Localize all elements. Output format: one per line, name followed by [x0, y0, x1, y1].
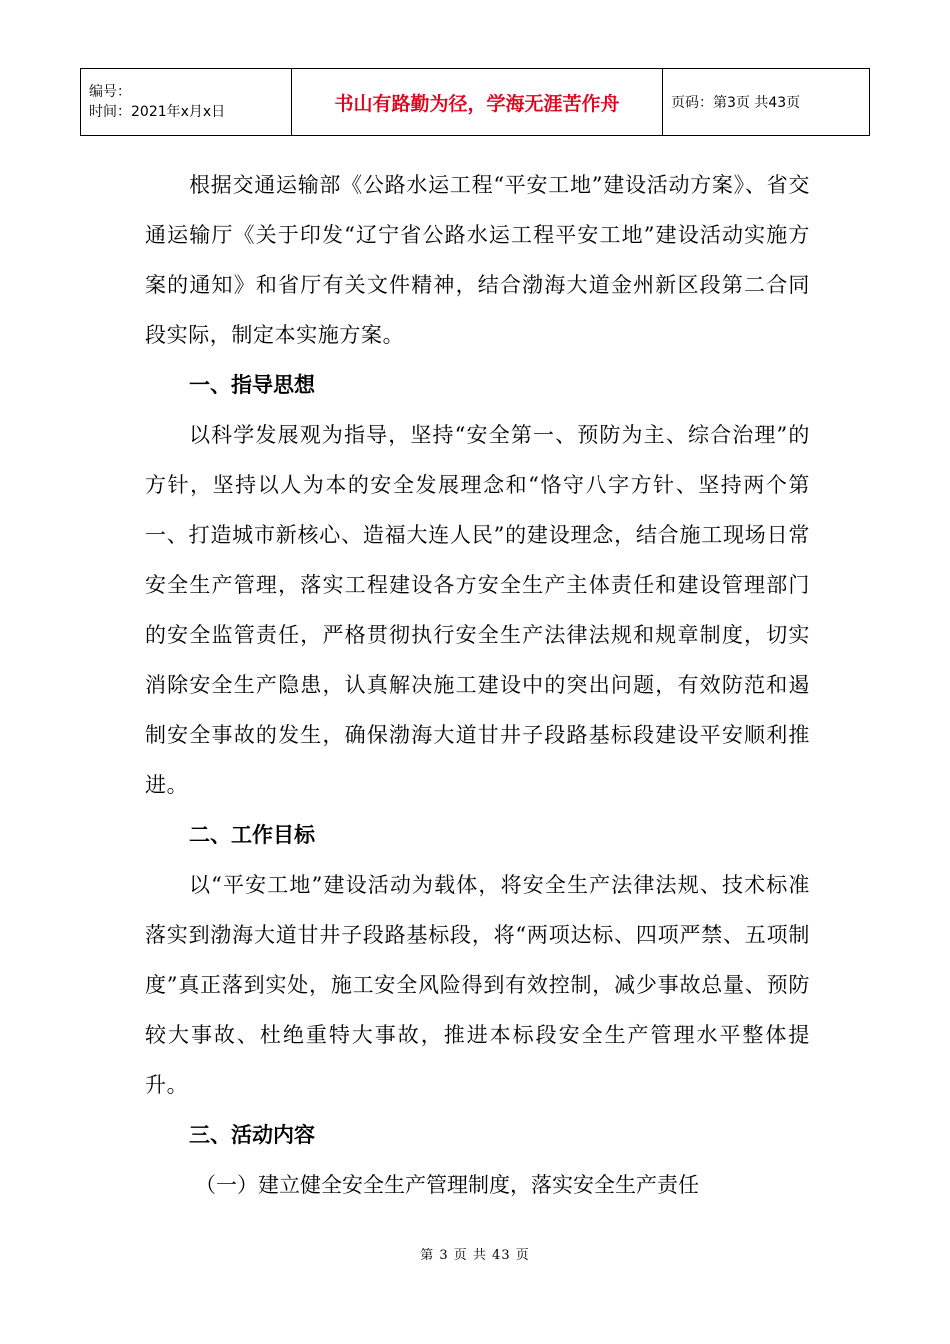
- motto: 书山有路勤为径，学海无涯苦作舟: [292, 69, 663, 136]
- intro-paragraph: 根据交通运输部《公路水运工程“平安工地”建设活动方案》、省交通运输厅《关于印发“辽宁省公路水运工程平安工地”建设活动实施方案的通知》和省厅有关文件精神，结合渤海大道金州新区段第二合同段实际，制定本实施方案。: [145, 173, 810, 347]
- subsection-heading: （一）建立健全安全生产管理制度，落实安全生产责任: [195, 1173, 699, 1197]
- page-footer: 第 3 页 共 43 页: [420, 1248, 530, 1263]
- page-info: 页码：第3页 共43页: [663, 69, 870, 136]
- section-heading-guiding: 一、指导思想: [189, 373, 315, 397]
- section-heading-goal: 二、工作目标: [189, 823, 315, 847]
- goal-paragraph: 以“平安工地”建设活动为载体，将安全生产法律法规、技术标准落实到渤海大道甘井子段路基标段，将“两项达标、四项严禁、五项制度”真正落到实处，施工安全风险得到有效控制，减少事故总量、预防较大事故、杜绝重特大事故，推进本标段安全生产管理水平整体提升。: [145, 873, 810, 1097]
- date-label: 时间：2021年x月x日: [89, 104, 226, 120]
- document-body: [145, 160, 810, 1210]
- section-heading-content: 三、活动内容: [189, 1123, 315, 1147]
- document-header: [80, 68, 870, 136]
- header-meta: [81, 69, 292, 136]
- guiding-paragraph: 以科学发展观为指导，坚持“安全第一、预防为主、综合治理”的方针，坚持以人为本的安全发展理念和“恪守八字方针、坚持两个第一、打造城市新核心、造福大连人民”的建设理念，结合施工现场日常安全生产管理，落实工程建设各方安全生产主体责任和建设管理部门的安全监管责任，严格贯彻执行安全生产法律法规和规章制度，切实消除安全生产隐患，认真解决施工建设中的突出问题，有效防范和遏制安全事故的发生，确保渤海大道甘井子段路基标段建设平安顺利推进。: [145, 423, 810, 797]
- number-label: 编号：: [89, 84, 131, 100]
